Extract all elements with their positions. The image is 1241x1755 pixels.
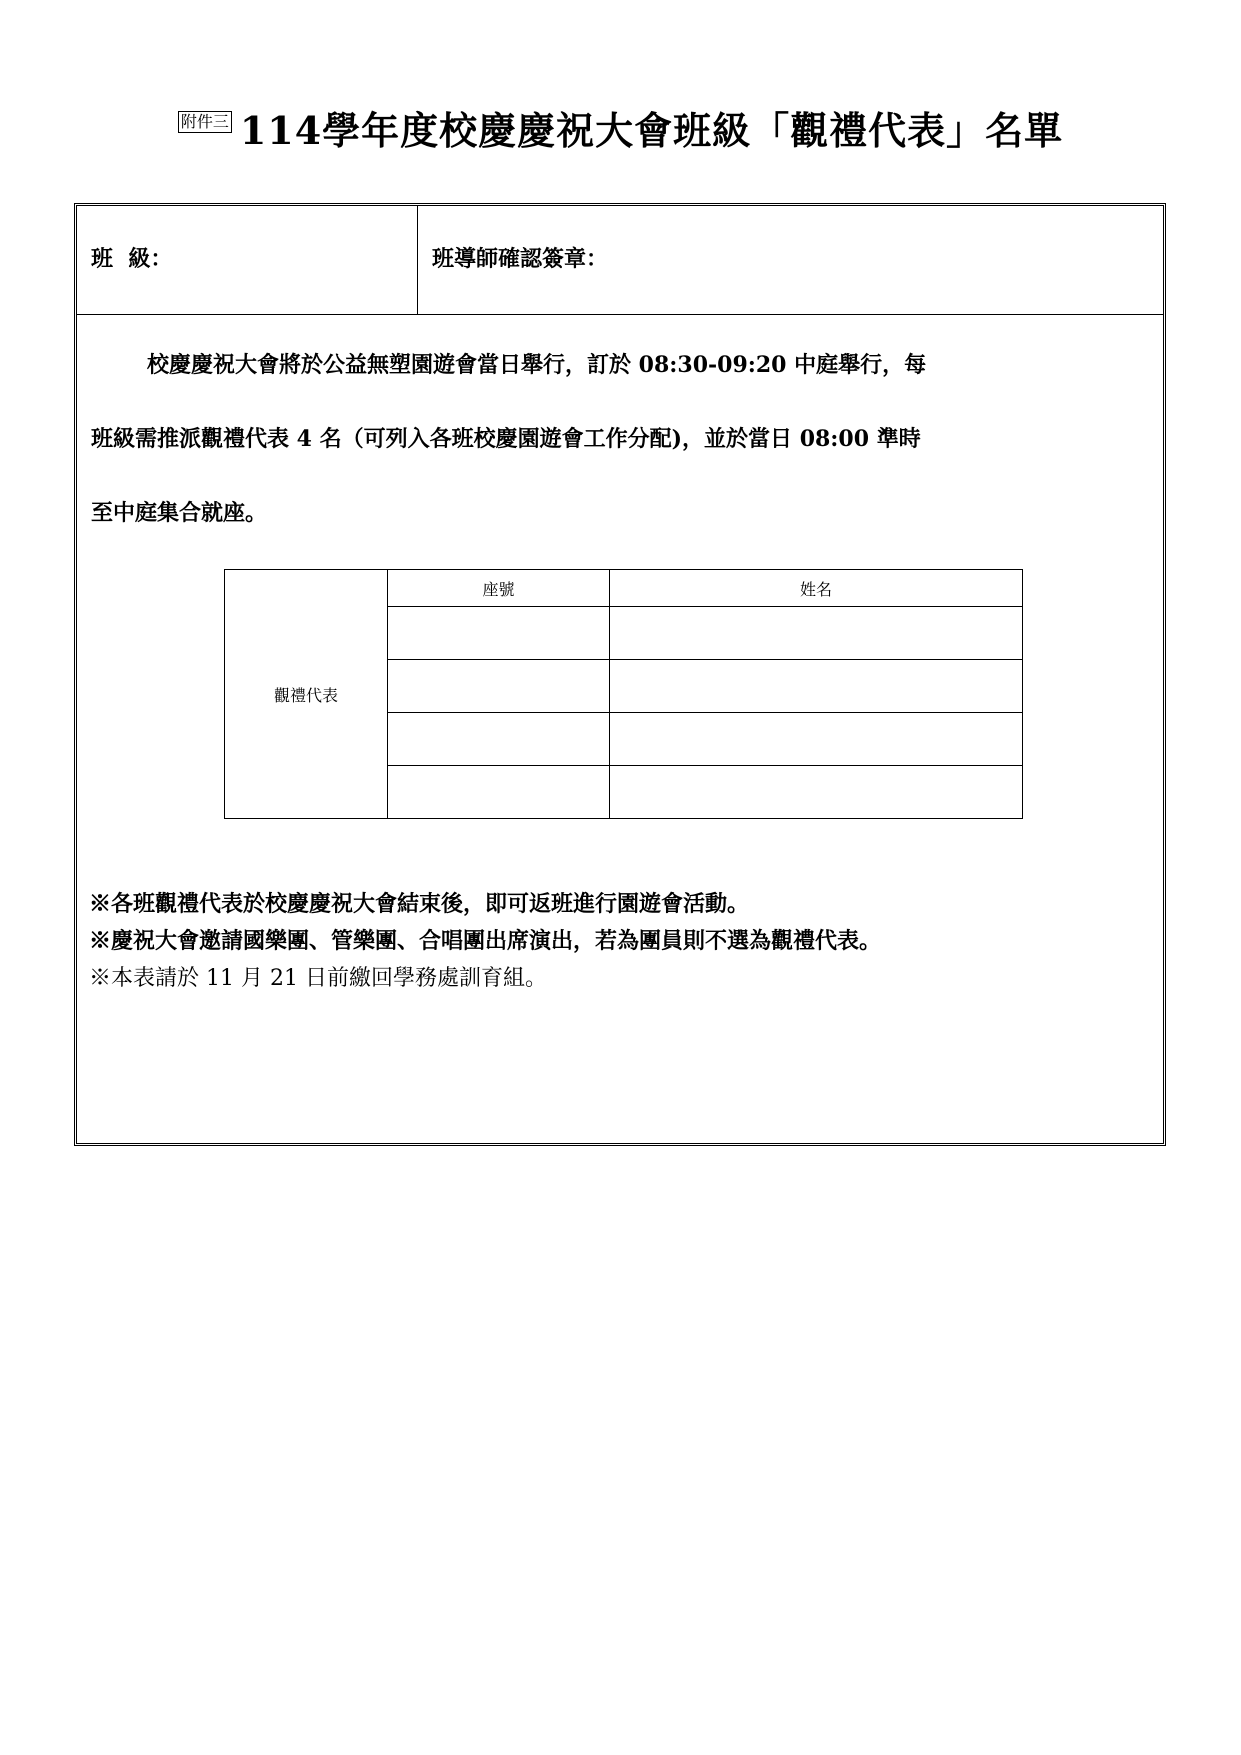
seat-number-cell[interactable] bbox=[388, 607, 610, 660]
note-2: ※慶祝大會邀請國樂團、管樂團、合唱團出席演出，若為團員則不選為觀禮代表。 bbox=[89, 928, 882, 954]
note-3: ※本表請於 11 月 21 日前繳回學務處訓育組。 bbox=[89, 966, 547, 991]
name-cell[interactable] bbox=[610, 607, 1023, 660]
name-cell[interactable] bbox=[610, 660, 1023, 713]
seat-number-cell[interactable] bbox=[388, 660, 610, 713]
paragraph-line-2: 班級需推派觀禮代表 4 名（可列入各班校慶園遊會工作分配)，並於當日 08:00 準時 bbox=[91, 426, 921, 452]
representatives-table bbox=[224, 569, 1023, 819]
paragraph-line-3: 至中庭集合就座。 bbox=[91, 500, 268, 526]
teacher-signature-label: 班導師確認簽章： bbox=[432, 246, 609, 272]
attachment-tag: 附件三 bbox=[178, 111, 232, 133]
class-label: 班 級： bbox=[91, 246, 173, 272]
class-cell[interactable] bbox=[77, 206, 418, 314]
name-cell[interactable] bbox=[610, 766, 1023, 819]
seat-number-header: 座號 bbox=[388, 570, 610, 607]
row-label-cell: 觀禮代表 bbox=[225, 570, 388, 819]
table-header-row bbox=[225, 570, 1023, 607]
header-row bbox=[77, 206, 1163, 315]
instruction-paragraph bbox=[91, 328, 1151, 550]
paragraph-line-1: 校慶慶祝大會將於公益無塑園遊會當日舉行，訂於 08:30-09:20 中庭舉行，每 bbox=[147, 352, 927, 378]
teacher-signature-cell[interactable] bbox=[418, 206, 1163, 314]
seat-number-cell[interactable] bbox=[388, 766, 610, 819]
name-cell[interactable] bbox=[610, 713, 1023, 766]
title-text: 114學年度校慶慶祝大會班級「觀禮代表」名單 bbox=[239, 108, 1064, 153]
form-frame bbox=[74, 203, 1166, 1146]
seat-number-cell[interactable] bbox=[388, 713, 610, 766]
note-1: ※各班觀禮代表於校慶慶祝大會結束後，即可返班進行園遊會活動。 bbox=[89, 891, 750, 917]
page-title bbox=[0, 100, 1241, 155]
notes bbox=[89, 886, 881, 997]
name-header: 姓名 bbox=[610, 570, 1023, 607]
